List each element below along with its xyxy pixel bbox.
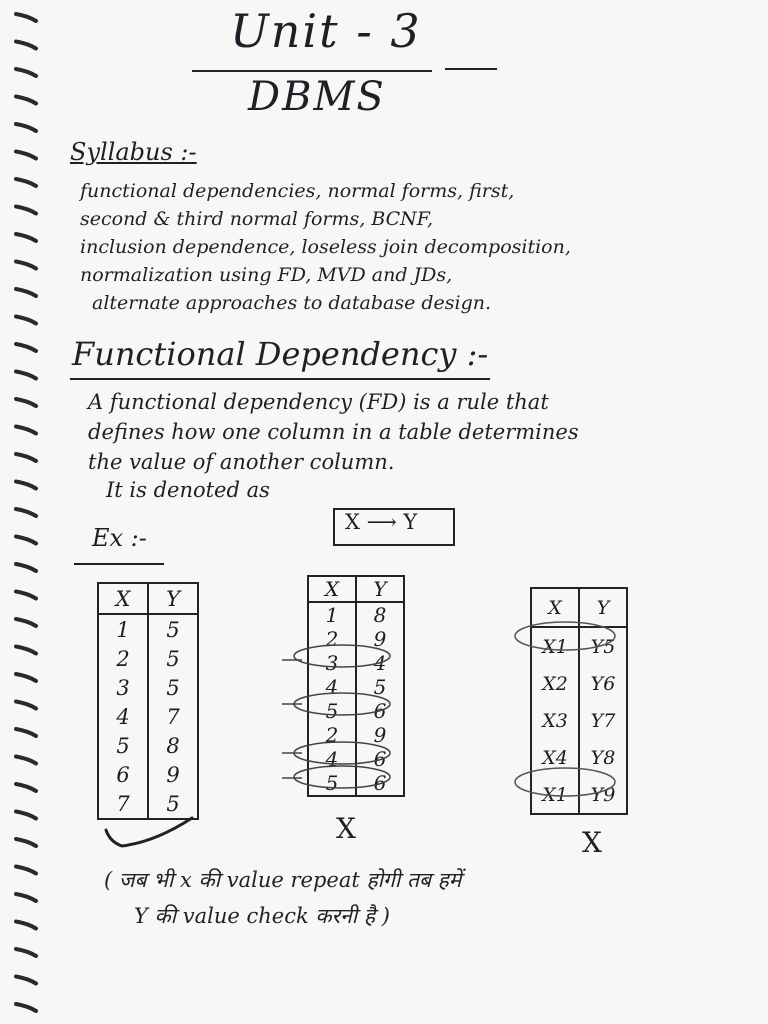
table-header: X bbox=[308, 576, 356, 602]
binding-ring bbox=[16, 427, 36, 434]
table-cell: 5 bbox=[148, 614, 198, 644]
binding-ring bbox=[16, 97, 36, 104]
table-cell: 5 bbox=[148, 673, 198, 702]
table-header: Y bbox=[579, 588, 627, 627]
syllabus-line: alternate approaches to database design. bbox=[92, 292, 492, 314]
binding-ring bbox=[16, 179, 36, 186]
binding-ring bbox=[16, 977, 36, 984]
note-line: Y की value check करनी है ) bbox=[134, 904, 390, 928]
example-underline bbox=[74, 563, 164, 565]
fd-denoted-text: It is denoted as bbox=[106, 478, 270, 502]
table-cell: X4 bbox=[531, 739, 579, 776]
binding-ring bbox=[16, 729, 36, 736]
binding-ring bbox=[16, 42, 36, 49]
table-cell: Y9 bbox=[579, 776, 627, 814]
table-cell: 9 bbox=[148, 760, 198, 789]
page-subtitle: DBMS bbox=[248, 74, 386, 120]
fd-formula: X ⟶ Y bbox=[345, 510, 418, 534]
table-cell: X3 bbox=[531, 702, 579, 739]
binding-ring bbox=[16, 674, 36, 681]
table-cell: 5 bbox=[148, 789, 198, 819]
table-cell: 8 bbox=[356, 602, 404, 627]
table-cell: Y5 bbox=[579, 627, 627, 665]
syllabus-heading: Syllabus :- bbox=[70, 138, 197, 166]
table-cell: 1 bbox=[98, 614, 148, 644]
binding-ring bbox=[16, 894, 36, 901]
check-mark-icon bbox=[100, 812, 200, 852]
fd-line: A functional dependency (FD) is a rule that bbox=[88, 390, 549, 414]
binding-ring bbox=[16, 647, 36, 654]
syllabus-line: functional dependencies, normal forms, first, bbox=[80, 180, 515, 202]
table-cell: 4 bbox=[356, 651, 404, 675]
binding-ring bbox=[16, 317, 36, 324]
table-row bbox=[98, 614, 198, 644]
binding-ring bbox=[16, 14, 36, 21]
table-header: Y bbox=[148, 583, 198, 614]
title-divider bbox=[192, 70, 432, 72]
binding-ring bbox=[16, 372, 36, 379]
table-cell: 2 bbox=[308, 723, 356, 747]
fd-heading-underline bbox=[70, 378, 490, 380]
table-row bbox=[98, 731, 198, 760]
binding-ring bbox=[16, 702, 36, 709]
table-cell: 5 bbox=[98, 731, 148, 760]
example-table-1 bbox=[97, 582, 199, 820]
table-cell: 7 bbox=[98, 789, 148, 819]
title-divider-right bbox=[445, 68, 497, 70]
binding-ring bbox=[16, 757, 36, 764]
binding-ring bbox=[16, 124, 36, 131]
table-cell: 4 bbox=[308, 747, 356, 771]
table-cell: Y6 bbox=[579, 665, 627, 702]
table-cell: 6 bbox=[356, 747, 404, 771]
binding-ring bbox=[16, 619, 36, 626]
table-cell: Y7 bbox=[579, 702, 627, 739]
syllabus-line: second & third normal forms, BCNF, bbox=[80, 208, 434, 230]
table-cell: 2 bbox=[98, 644, 148, 673]
fd-line: the value of another column. bbox=[88, 450, 395, 474]
table-cell: 5 bbox=[308, 771, 356, 796]
table-cell: X1 bbox=[531, 776, 579, 814]
binding-ring bbox=[16, 592, 36, 599]
table-cell: 6 bbox=[356, 771, 404, 796]
table-cell: 8 bbox=[148, 731, 198, 760]
binding-ring bbox=[16, 234, 36, 241]
spiral-binding bbox=[0, 0, 50, 1024]
table-header: Y bbox=[356, 576, 404, 602]
example-label: Ex :- bbox=[92, 524, 147, 552]
table-cell: 4 bbox=[98, 702, 148, 731]
repeat-highlight-marks-3 bbox=[510, 612, 640, 802]
table-cell: 5 bbox=[308, 699, 356, 723]
binding-ring bbox=[16, 482, 36, 489]
table-row bbox=[98, 702, 198, 731]
table-cell: 3 bbox=[98, 673, 148, 702]
binding-ring bbox=[16, 454, 36, 461]
table-cell: 6 bbox=[356, 699, 404, 723]
binding-ring bbox=[16, 289, 36, 296]
table-cell: 5 bbox=[356, 675, 404, 699]
repeat-highlight-marks bbox=[280, 600, 400, 820]
binding-ring bbox=[16, 152, 36, 159]
table-cell: 4 bbox=[308, 675, 356, 699]
table-cell: X1 bbox=[531, 627, 579, 665]
binding-ring bbox=[16, 399, 36, 406]
table-cell: X2 bbox=[531, 665, 579, 702]
table-cell: 5 bbox=[148, 644, 198, 673]
table-cell: 1 bbox=[308, 602, 356, 627]
table-header: X bbox=[531, 588, 579, 627]
table-cell: 9 bbox=[356, 627, 404, 651]
binding-ring bbox=[16, 1004, 36, 1011]
binding-ring bbox=[16, 69, 36, 76]
binding-ring bbox=[16, 207, 36, 214]
table-cell: 7 bbox=[148, 702, 198, 731]
note-line: ( जब भी x की value repeat होगी तब हमें bbox=[104, 868, 462, 892]
binding-ring bbox=[16, 784, 36, 791]
table-cell: 9 bbox=[356, 723, 404, 747]
table-3-verdict: X bbox=[582, 826, 602, 859]
binding-ring bbox=[16, 812, 36, 819]
binding-ring bbox=[16, 262, 36, 269]
table-cell: 6 bbox=[98, 760, 148, 789]
binding-ring bbox=[16, 867, 36, 874]
binding-ring bbox=[16, 949, 36, 956]
binding-ring bbox=[16, 839, 36, 846]
table-row bbox=[98, 673, 198, 702]
table-cell: 2 bbox=[308, 627, 356, 651]
syllabus-line: normalization using FD, MVD and JDs, bbox=[80, 264, 453, 286]
table-cell: Y8 bbox=[579, 739, 627, 776]
binding-ring bbox=[16, 344, 36, 351]
table-cell: 3 bbox=[308, 651, 356, 675]
fd-heading: Functional Dependency :- bbox=[72, 335, 489, 373]
binding-ring bbox=[16, 922, 36, 929]
page-title: Unit - 3 bbox=[230, 4, 422, 58]
binding-ring bbox=[16, 564, 36, 571]
syllabus-line: inclusion dependence, loseless join decomposition, bbox=[80, 236, 571, 258]
table-2-verdict: X bbox=[336, 812, 356, 845]
fd-line: defines how one column in a table determines bbox=[88, 420, 579, 444]
binding-ring bbox=[16, 537, 36, 544]
table-row bbox=[98, 760, 198, 789]
table-row bbox=[98, 644, 198, 673]
table-header: X bbox=[98, 583, 148, 614]
binding-ring bbox=[16, 509, 36, 516]
